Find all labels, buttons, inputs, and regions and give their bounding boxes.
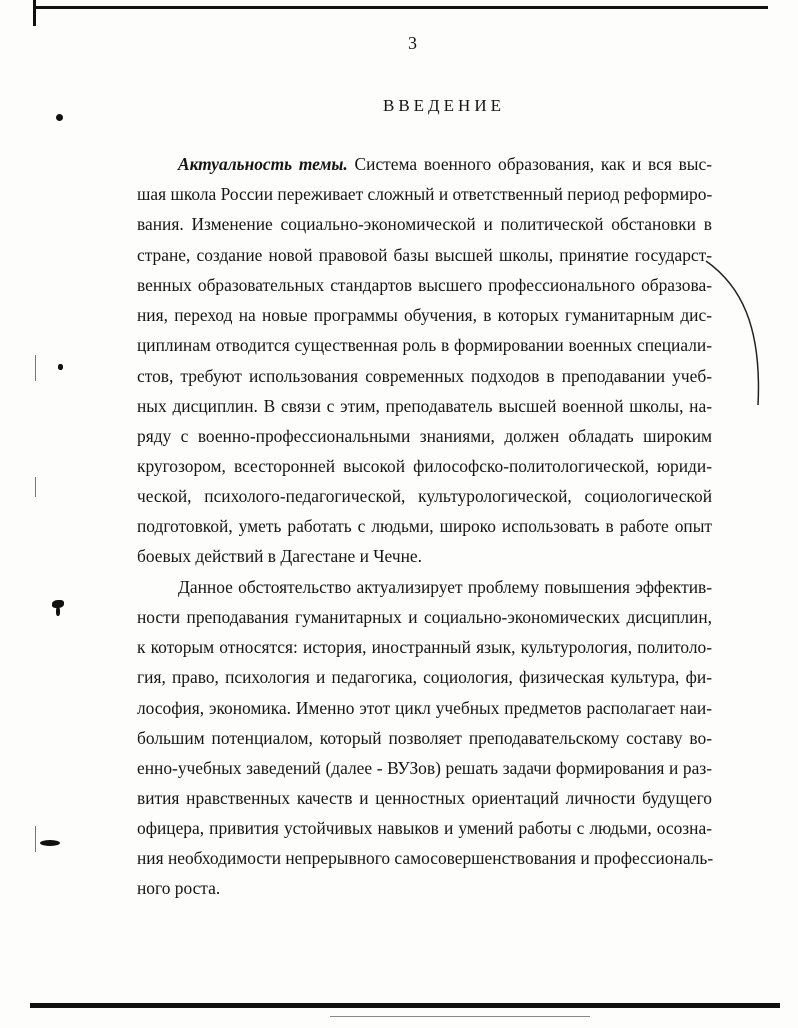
paragraph-1-line: ных дисциплин. В связи с этим, преподаватель высшей военной школы, на- (137, 396, 712, 416)
scan-border-bottom-thin (330, 1016, 590, 1017)
paragraph-2-line: к которым относятся: история, иностранный язык, культурология, политоло- (137, 637, 712, 657)
paragraph-2-line: вития нравственных качеств и ценностных ориентаций личности будущего (137, 788, 712, 808)
paragraph-2-line: ния необходимости непрерывного самосовершенствования и профессиональ- (137, 848, 714, 868)
paragraph-1-line: кругозором, всесторонней высокой философско-политологической, юриди- (137, 456, 712, 476)
paragraph-2-line: лософия, экономика. Именно этот цикл учебных предметов располагает наи- (137, 698, 712, 718)
page-number: 3 (408, 33, 417, 53)
paragraph-1-line: боевых действий в Дагестане и Чечне. (137, 546, 422, 566)
paragraph-lead-in: Актуальность темы. (178, 154, 348, 174)
paragraph-1-line-1 (178, 154, 712, 174)
scan-artifact-line (35, 477, 36, 497)
paragraph-2-line: ного роста. (137, 878, 221, 898)
scan-artifact-line (35, 826, 36, 852)
scan-border-left (33, 0, 36, 26)
scan-artifact-dot (58, 364, 63, 370)
paragraph-1-line: венных образовательных стандартов высшего профессионального образова- (137, 275, 712, 295)
paragraph-2-line: ности преподавания гуманитарных и социально-экономических дисциплин, (137, 607, 712, 627)
scan-artifact-blot (40, 840, 60, 846)
paragraph-1-line: ния, переход на новые программы обучения, в которых гуманитарным дис- (137, 305, 712, 325)
scan-border-bottom (30, 1003, 780, 1008)
paragraph-1-line: вания. Изменение социально-экономической и политической обстановки в (137, 214, 712, 234)
paragraph-1-line: циплинам отводится существенная роль в формировании военных специали- (137, 335, 712, 355)
paragraph-2-line: офицера, привития устойчивых навыков и умений работы с людьми, осозна- (137, 818, 712, 838)
paragraph-2-line: большим потенциалом, который позволяет преподавательскому составу во- (137, 728, 712, 748)
scan-artifact-dot (56, 114, 63, 121)
paragraph-1-line: ческой, психолого-педагогической, культурологической, социологической (137, 486, 712, 506)
paragraph-1-line: стране, создание новой правовой базы высшей школы, принятие государст- (137, 245, 712, 265)
paragraph-1-line: ряду с военно-профессиональными знаниями, должен обладать широким (137, 426, 712, 446)
paragraph-2-line-1: Данное обстоятельство актуализирует проблему повышения эффектив- (178, 577, 712, 597)
paragraph-text: Система военного образования, как и вся выс- (347, 154, 712, 174)
scan-border-top (33, 6, 768, 9)
paragraph-1-line: подготовкой, уметь работать с людьми, широко использовать в работе опыт (137, 516, 712, 536)
section-title: ВВЕДЕНИЕ (383, 96, 505, 115)
scan-artifact-blot (56, 607, 60, 616)
paragraph-2-line: енно-учебных заведений (далее - ВУЗов) решать задачи формирования и раз- (137, 758, 712, 778)
paragraph-1-line: шая школа России переживает сложный и ответственный период реформиро- (137, 184, 713, 204)
paragraph-2-line: гия, право, психология и педагогика, социология, физическая культура, фи- (137, 667, 712, 687)
paragraph-1-line: стов, требуют использования современных подходов в преподавании учеб- (137, 366, 712, 386)
scan-artifact-line (35, 355, 36, 381)
